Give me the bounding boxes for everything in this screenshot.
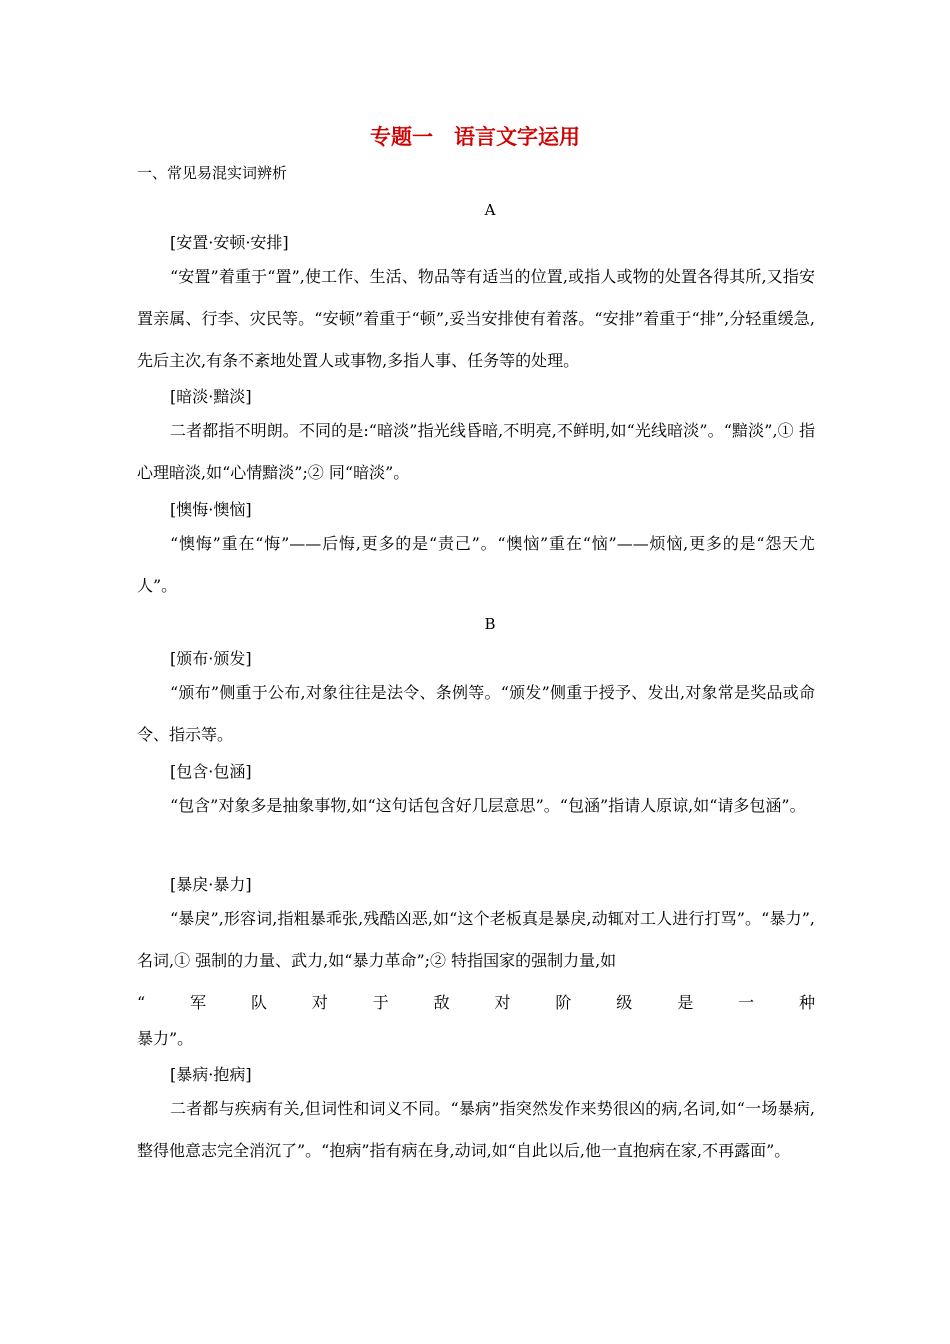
spread-char: 阶	[555, 993, 572, 1012]
entry-paragraph: “包含”对象多是抽象事物,如“这句话包含好几层意思”。“包涵”指请人原谅,如“请多包涵”。	[170, 796, 806, 815]
spread-char: 对	[311, 993, 328, 1012]
spread-char: 级	[616, 993, 633, 1012]
justified-line	[137, 991, 815, 1015]
spread-char: 一	[738, 993, 755, 1012]
spread-char: “	[137, 993, 146, 1012]
entry-paragraph: “暴戾”,形容词,指粗暴乖张,残酷凶恶,如“这个老板真是暴戾,动辄对工人进行打骂”。“暴力”,名词,① 强制的力量、武力,如“暴力革命”;② 特指国家的强制力量,如	[137, 909, 815, 970]
term-heading: [暴病·抱病]	[170, 1065, 252, 1084]
term-heading: [懊悔·懊恼]	[170, 500, 252, 519]
group-heading-a: A	[484, 201, 496, 219]
page-title: 专题一 语言文字运用	[370, 125, 580, 149]
entry-paragraph: 二者都指不明朗。不同的是:“暗淡”指光线昏暗,不明亮,不鲜明,如“光线暗淡”。“黯淡”,① 指心理暗淡,如“心情黯淡”;② 同“暗淡”。	[137, 421, 815, 482]
term-heading: [暗淡·黯淡]	[170, 387, 252, 406]
entry-paragraph-tail: 暴力”。	[137, 1029, 194, 1048]
entry-paragraph: “颁布”侧重于公布,对象往往是法令、条例等。“颁发”侧重于授予、发出,对象常是奖品或命令、指示等。	[137, 683, 815, 744]
group-heading-b: B	[484, 615, 496, 633]
term-heading: [安置·安顿·安排]	[170, 233, 289, 252]
spread-char: 对	[494, 993, 511, 1012]
section-heading: 一、常见易混实词辨析	[137, 164, 288, 182]
term-heading: [暴戾·暴力]	[170, 875, 252, 894]
spread-char: 军	[190, 993, 207, 1012]
term-heading: [包含·包涵]	[170, 762, 252, 781]
entry-paragraph: “安置”着重于“置”,使工作、生活、物品等有适当的位置,或指人或物的处置各得其所,又指安置亲属、行李、灾民等。“安顿”着重于“顿”,妥当安排使有着落。“安排”着重于“排”,分轻重缓急,先后主次,有条不紊地处置人或事物,多指人事、任务等的处理。	[137, 267, 815, 370]
spread-char: 敌	[433, 993, 450, 1012]
spread-char: 于	[372, 993, 389, 1012]
entry-paragraph: “懊悔”重在“悔”——后悔,更多的是“责己”。“懊恼”重在“恼”——烦恼,更多的是“怨天尤人”。	[137, 534, 815, 595]
spread-char: 队	[250, 993, 267, 1012]
term-heading: [颁布·颁发]	[170, 649, 252, 668]
spread-char: 是	[677, 993, 694, 1012]
spread-char: 种	[798, 993, 815, 1012]
entry-paragraph: 二者都与疾病有关,但词性和词义不同。“暴病”指突然发作来势很凶的病,名词,如“一场暴病,整得他意志完全消沉了”。“抱病”指有病在身,动词,如“自此以后,他一直抱病在家,不再露面”。	[137, 1099, 815, 1160]
